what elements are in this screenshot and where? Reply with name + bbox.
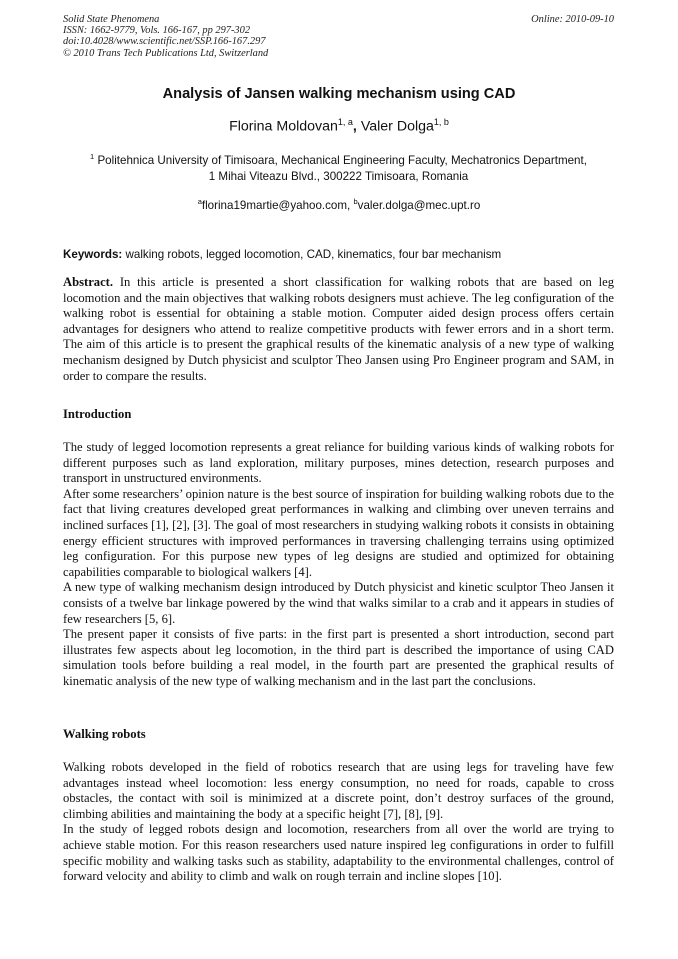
journal-header: [63, 14, 268, 59]
section-heading: Introduction: [63, 407, 132, 421]
email-superscript: a: [197, 197, 202, 206]
affiliation-line: Politehnica University of Timisoara, Mechanical Engineering Faculty, Mechatronics Department,: [97, 153, 587, 167]
abstract-label: Abstract.: [63, 275, 114, 289]
keywords: [63, 248, 614, 261]
paragraph: Walking robots developed in the field of robotics research that are using legs for traveling have few advantages instead wheel locomotion: less energy consumption, no need for roads, capable to cross obstacles, the contact with soil is minimized at a discrete point, don’t destroy surfaces of the ground, climbing abilities and maintaining the body at a specific height [7], [8], [9].: [63, 760, 614, 821]
doi: doi:10.4028/www.scientific.net/SSP.166-167.297: [63, 36, 266, 48]
author-name: Valer Dolga: [360, 118, 434, 135]
journal-name: Solid State Phenomena: [63, 14, 160, 25]
issn: ISSN: 1662-9779, Vols. 166-167, pp 297-302: [63, 25, 251, 37]
paragraph: The present paper it consists of five parts: in the first part is presented a short introduction, second part illustrates few aspects about leg locomotion, in the third part is described the importance of using CAD simulation tools before building a real model, in the fourth part are presented the graphical results of kinematic analysis of the new type of walking mechanism and in the last part the conclusions.: [63, 627, 614, 688]
email-address: valer.dolga@mec.upt.ro: [357, 198, 481, 212]
abstract: [63, 275, 614, 384]
email-superscript: b: [353, 197, 358, 206]
abstract-text: In this article is presented a short classification for walking robots that are based on leg locomotion and the main objectives that walking robots designers must achieve. The leg configuration of the walking robot is essential for obtaining a stable motion. Computer aided design process offers certain advantages for designers who attend to realize competitive products with fewer errors and in a short term. The aim of this article is to present the graphical results of the kinematic analysis of a new type of walking mechanism designed by Dutch physicist and sculptor Theo Jansen using Pro Engineer program and SAM, in order to compare the results.: [63, 275, 614, 383]
paragraph: The study of legged locomotion represents a great reliance for building various kinds of walking robots for different purposes such as land exploration, military purposes, mines detection, research purposes and transport in unstructured environments.: [63, 440, 614, 486]
author-name: Florina Moldovan: [229, 118, 338, 135]
keywords-text: walking robots, legged locomotion, CAD, kinematics, four bar mechanism: [125, 248, 502, 261]
paragraph: After some researchers’ opinion nature is the best source of inspiration for building walking robots due to the fact that living creatures developed great performances in walking and climbing over uneven terrains and inclined surfaces [1], [2], [3]. The goal of most researchers in studying walking robots it consists in obtaining energy efficient structures with improved performances in traversing challenging terrains using optimized leg configuration. For this purpose new types of leg designs are studied and optimized for obtaining capabilities comparable to biological walkers [4].: [63, 486, 614, 579]
email-line: [0, 197, 678, 212]
affiliation-superscript: 1: [90, 152, 95, 161]
section-heading: Walking robots: [63, 727, 146, 741]
author-list: [0, 117, 678, 135]
paragraph: A new type of walking mechanism design introduced by Dutch physicist and kinetic sculptor Theo Jansen it consists of a twelve bar linkage powered by the wind that walks similar to a crab and it appears in studies of few researchers [5, 6].: [63, 580, 614, 626]
author-superscript: 1, a: [337, 117, 353, 127]
author-separator: ,: [352, 118, 357, 135]
walking-robots-body: [63, 760, 614, 885]
paragraph: In the study of legged robots design and locomotion, researchers from all over the world are trying to achieve stable motion. For this reason researchers used nature inspired leg configurations in order to fulfill specific mobility and walking tasks such as stability, adaptability to the environmental challenges, control of forward velocity and ability to climb and walk on rough terrain and incline slopes [10].: [63, 822, 614, 884]
affiliation: [63, 149, 614, 186]
email-address: florina19martie@yahoo.com,: [201, 198, 351, 212]
online-date: Online: 2010-09-10: [531, 14, 614, 25]
author-superscript: 1, b: [433, 117, 449, 127]
keywords-label: Keywords:: [63, 248, 123, 261]
introduction-body: [63, 440, 614, 690]
affiliation-line: 1 Mihai Viteazu Blvd., 300222 Timisoara, Romania: [208, 170, 469, 184]
copyright: © 2010 Trans Tech Publications Ltd, Switzerland: [63, 47, 269, 59]
paper-title: Analysis of Jansen walking mechanism using CAD: [162, 86, 516, 102]
